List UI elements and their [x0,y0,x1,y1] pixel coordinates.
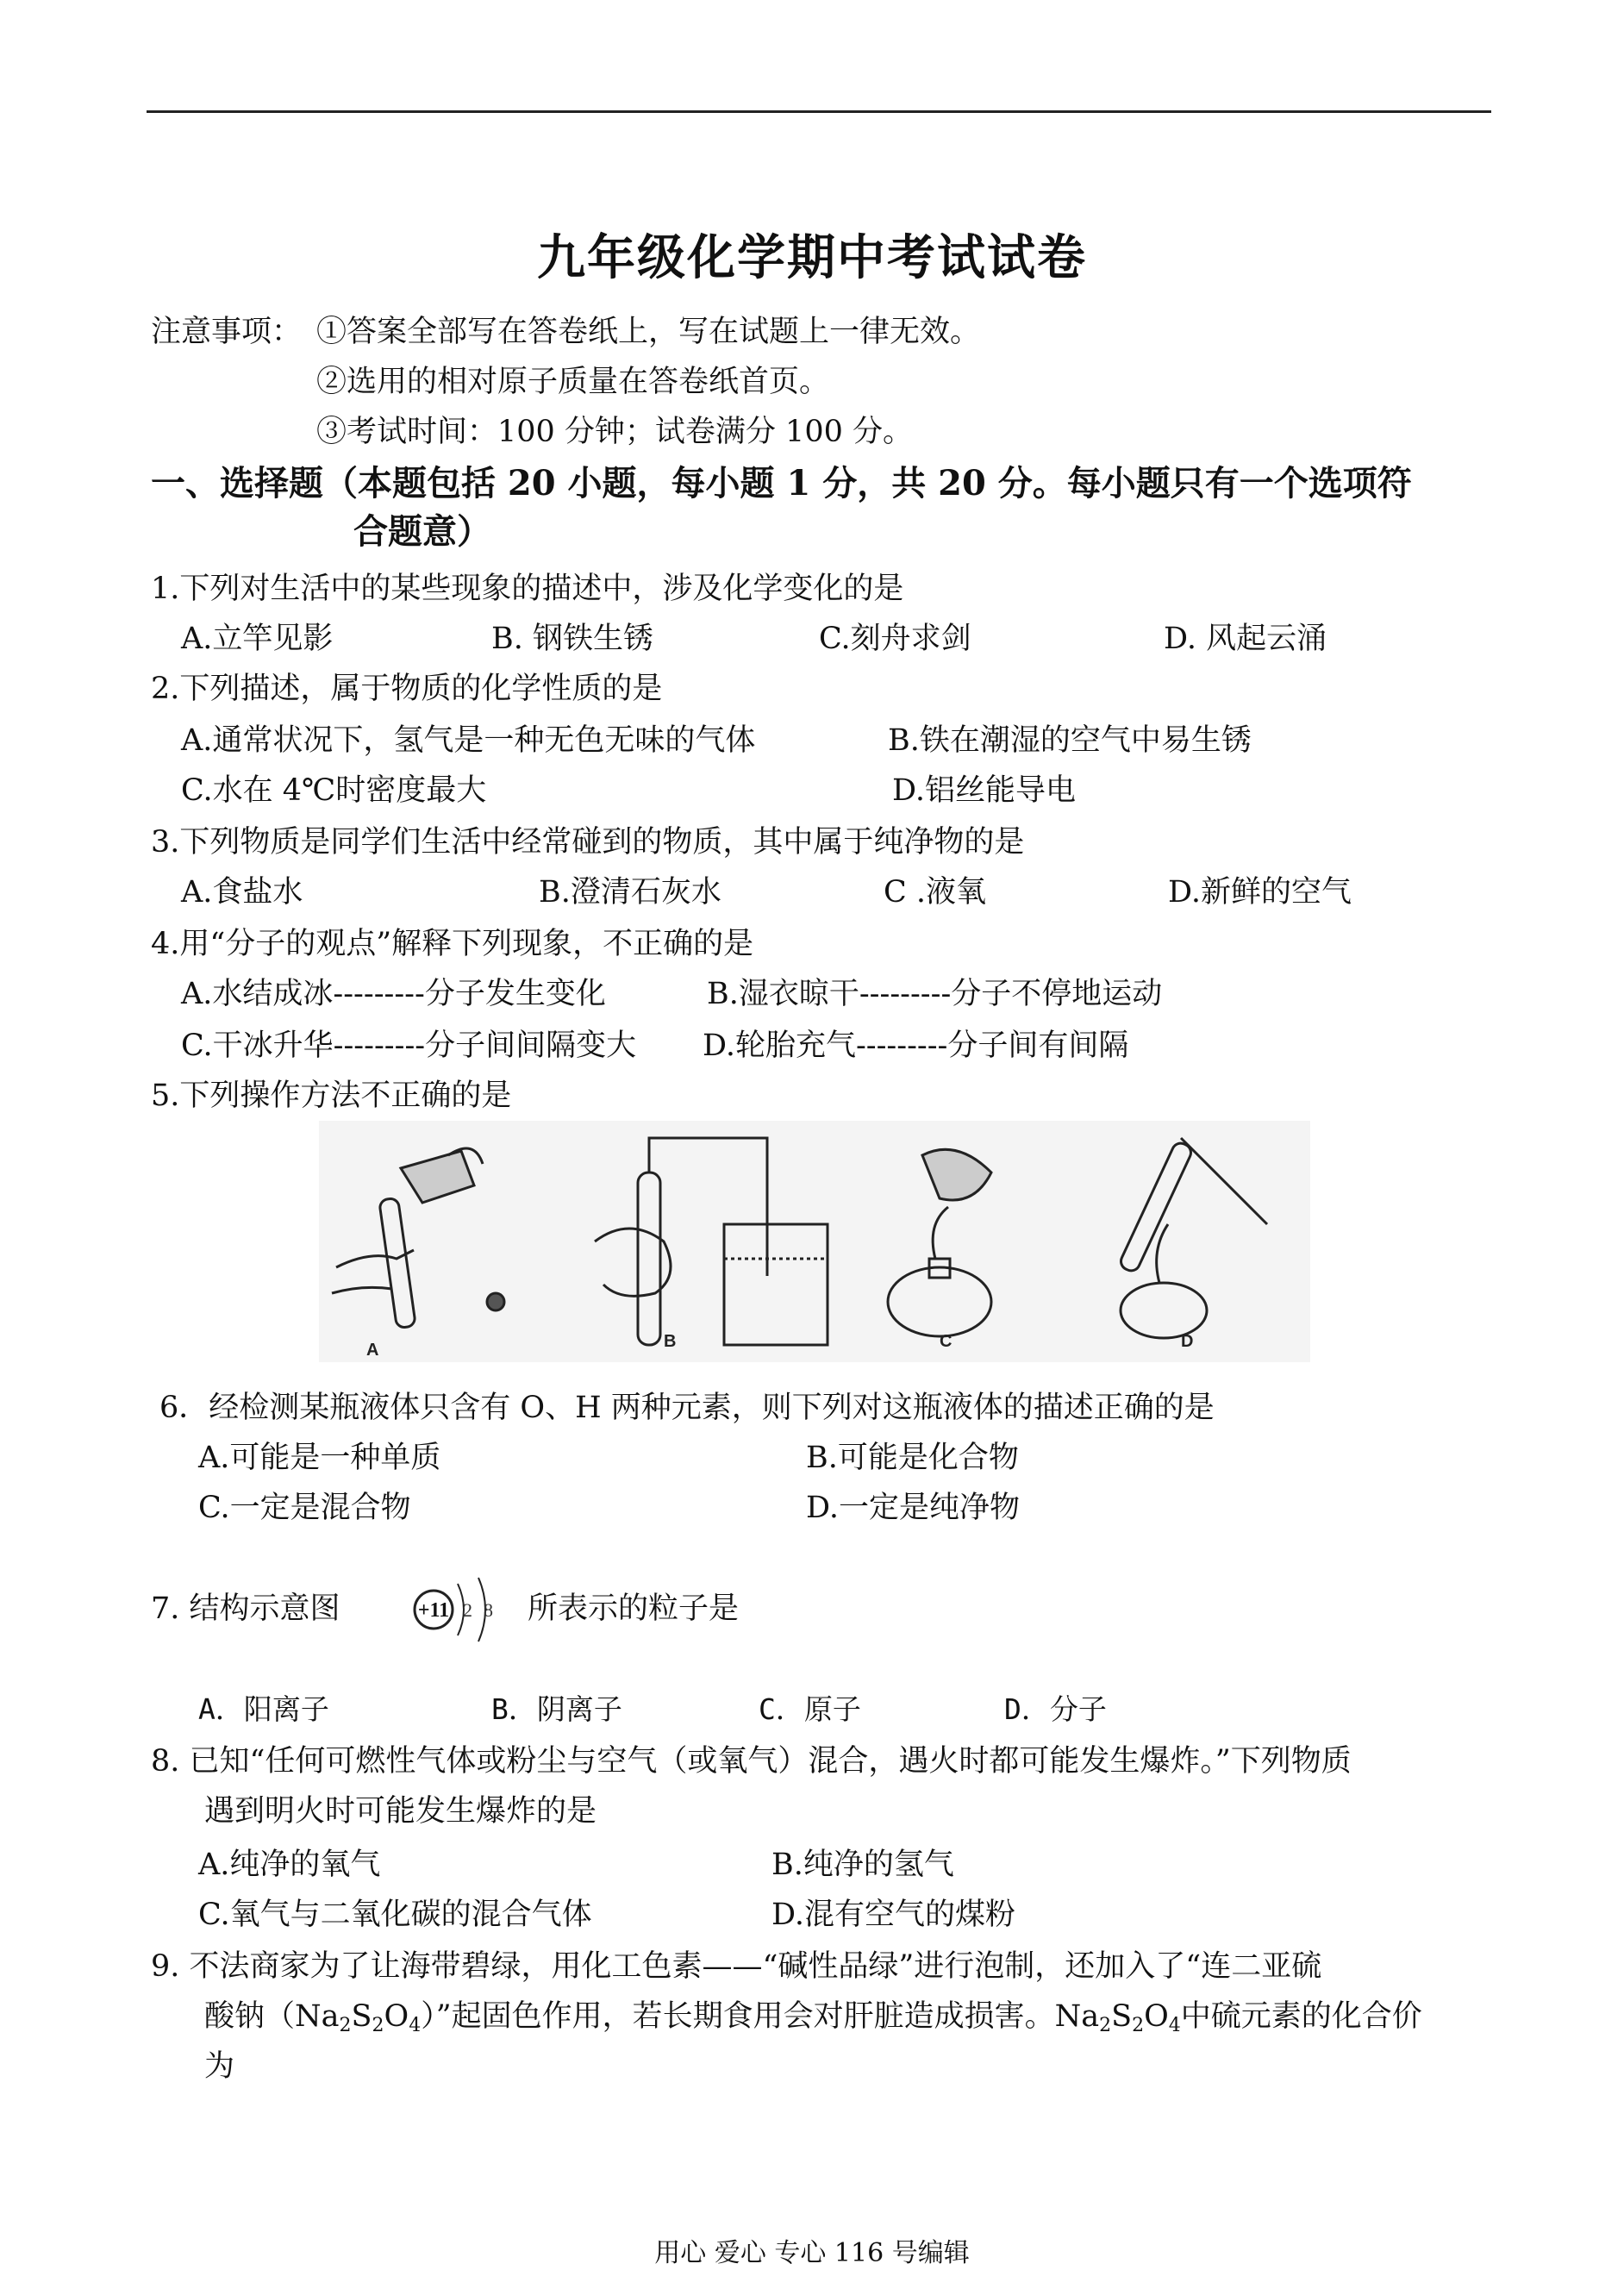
atom-structure-diagram [399,1571,520,1648]
question-7-option-c: C．原子 [759,1692,861,1726]
question-4-option-d: D.轮胎充气---------分子间有间隔 [703,1029,1129,1063]
question-3-option-d: D.新鲜的空气 [1168,875,1352,910]
question-4-option-b: B.湿衣晾干---------分子不停地运动 [707,977,1163,1011]
question-1-option-a: A.立竿见影 [181,622,334,656]
atom-shell-1: 2 [463,1599,472,1621]
question-1-option-c: C.刻舟求剑 [819,622,971,656]
question-3-option-c: C .液氧 [884,875,987,910]
question-6-option-c: C.一定是混合物 [198,1491,411,1525]
question-3-option-a: A.食盐水 [181,875,303,910]
question-4-option-c: C.干冰升华---------分子间间隔变大 [181,1029,637,1063]
page-footer: 用心 爱心 专心 116 号编辑 [654,2238,970,2268]
question-3-option-b: B.澄清石灰水 [539,875,721,910]
question-8-option-c: C.氧气与二氧化碳的混合气体 [198,1898,592,1932]
atom-nucleus-charge: +11 [417,1599,450,1622]
question-1-option-d: D. 风起云涌 [1164,622,1327,656]
question-6-stem: 6．经检测某瓶液体只含有 O、H 两种元素，则下列对这瓶液体的描述正确的是 [159,1391,1215,1425]
question-9-stem: 9. 不法商家为了让海带碧绿，用化工色素——“碱性品绿”进行泡制，还加入了“连二亚硫 [151,1949,1322,1984]
question-7-option-d: D．分子 [1004,1692,1107,1726]
note-3: ③考试时间：100 分钟；试卷满分 100 分。 [316,415,913,449]
question-7-prefix: 7. 结构示意图 [151,1591,340,1626]
question-1-stem: 1.下列对生活中的某些现象的描述中，涉及化学变化的是 [151,572,904,606]
question-6-option-b: B.可能是化合物 [806,1441,1019,1475]
figure-label-c: C [940,1332,953,1351]
page-title: 九年级化学期中考试试卷 [537,229,1087,286]
notes-label: 注意事项： [151,315,303,349]
question-9-stem-end: 为 [204,2049,235,2084]
question-7-suffix: 所表示的粒子是 [528,1591,740,1626]
question-8-option-d: D.混有空气的煤粉 [771,1898,1015,1932]
question-8-option-b: B.纯净的氢气 [771,1848,954,1882]
question-6-option-a: A.可能是一种单质 [198,1441,441,1475]
section-heading-cont: 合题意） [353,511,491,552]
question-2-option-c: C.水在 4℃时密度最大 [181,773,487,808]
question-1-option-b: B. 钢铁生锈 [491,622,653,656]
figure-label-a: A [366,1341,379,1360]
question-2-option-a: A.通常状况下，氢气是一种无色无味的气体 [181,723,756,758]
question-7-option-a: A．阳离子 [198,1692,329,1726]
question-2-option-d: D.铝丝能导电 [892,773,1076,808]
question-9-stem-cont: 酸钠$(Na_2S_2O_4)$”起固色作用，若长期食用会对肝脏造成损害。$Na_2S_2O_4$中硫元素的化合价 [204,1999,1422,2036]
note-2: ②选用的相对原子质量在答卷纸首页。 [316,365,830,399]
question-2-option-b: B.铁在潮湿的空气中易生锈 [888,723,1252,758]
figure-label-d: D [1181,1332,1194,1351]
question-4-stem: 4.用“分子的观点”解释下列现象，不正确的是 [151,927,754,961]
note-1: ①答案全部写在答卷纸上，写在试题上一律无效。 [316,315,981,349]
question-3-stem: 3.下列物质是同学们生活中经常碰到的物质，其中属于纯净物的是 [151,825,1025,860]
question-6-option-d: D.一定是纯净物 [806,1491,1020,1525]
section-heading: 一、选择题（本题包括 20 小题，每小题 1 分，共 20 分。每小题只有一个选项符 [151,463,1412,503]
question-8-option-a: A.纯净的氧气 [198,1848,381,1882]
question-4-option-a: A.水结成冰---------分子发生变化 [181,977,606,1011]
question-7-option-b: B．阴离子 [491,1692,622,1726]
atom-shell-2: 8 [484,1599,493,1621]
figure-label-b: B [664,1332,677,1351]
question-8-stem-cont: 遇到明火时可能发生爆炸的是 [204,1794,597,1829]
question-5-stem: 5.下列操作方法不正确的是 [151,1079,512,1113]
question-8-stem: 8. 已知“任何可燃性气体或粉尘与空气（或氧气）混合，遇火时都可能发生爆炸。”下列物质 [151,1744,1352,1779]
question-2-stem: 2.下列描述，属于物质的化学性质的是 [151,672,663,706]
lab-operations-figure [319,1121,1310,1362]
header-rule [147,110,1491,113]
